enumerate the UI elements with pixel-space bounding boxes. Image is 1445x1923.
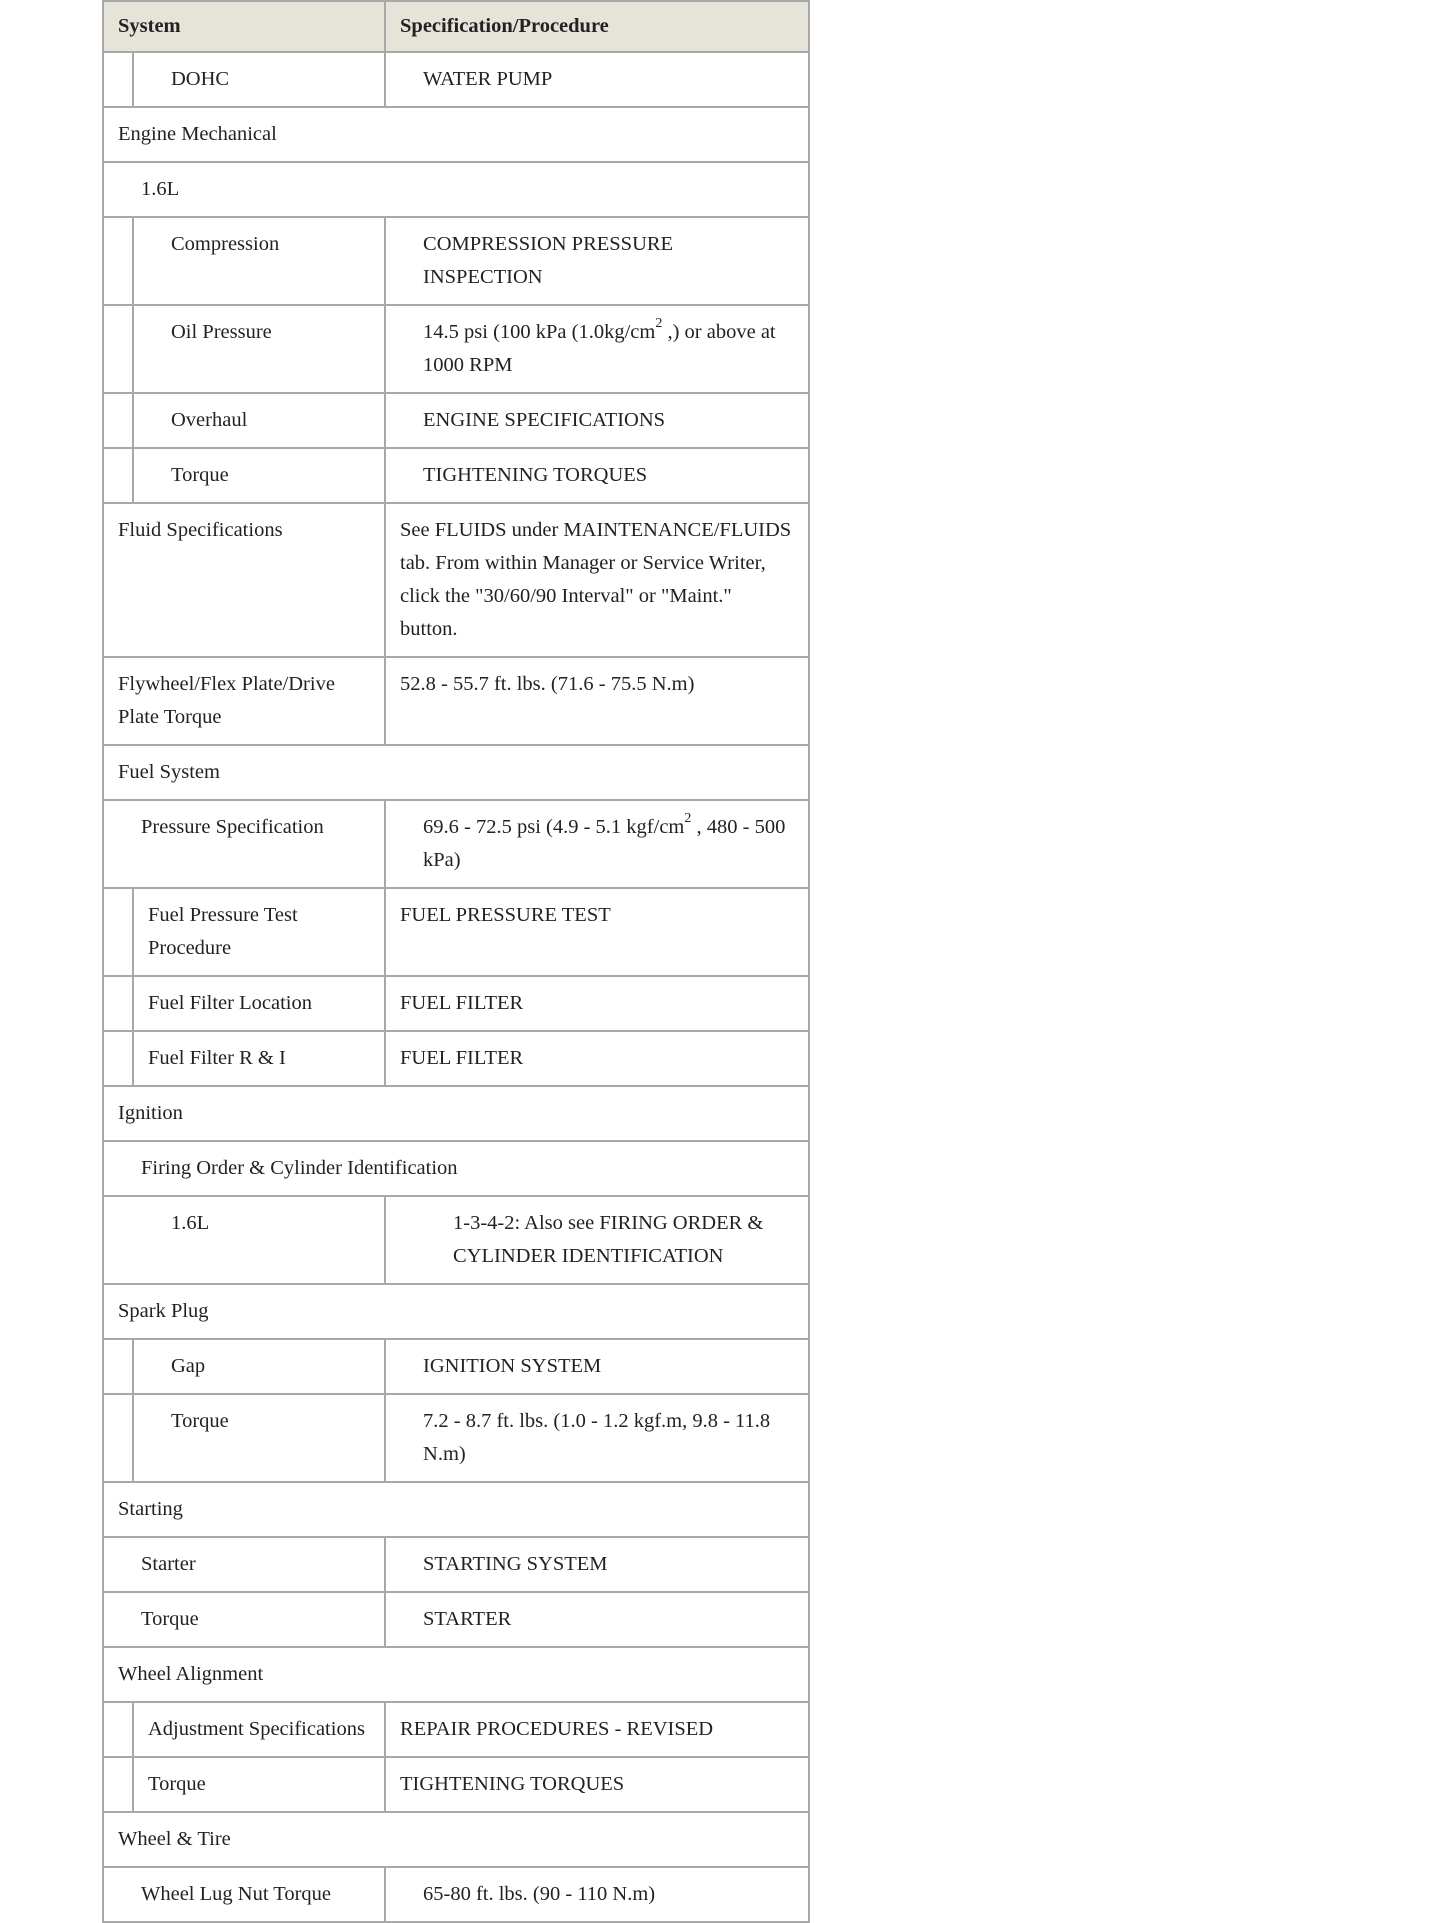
table-row <box>103 1196 809 1284</box>
section-heading: Fuel System <box>103 745 809 800</box>
header-row <box>103 1 809 52</box>
system-cell: Torque <box>133 448 385 503</box>
system-cell: Torque <box>103 1592 385 1647</box>
section-row <box>103 1812 809 1867</box>
system-cell: Flywheel/Flex Plate/Drive Plate Torque <box>103 657 385 745</box>
system-cell: Torque <box>133 1757 385 1812</box>
system-cell: Torque <box>133 1394 385 1482</box>
spec-cell: COMPRESSION PRESSURE INSPECTION <box>385 217 809 305</box>
section-heading: Wheel Alignment <box>103 1647 809 1702</box>
indent-cell <box>103 976 133 1031</box>
spec-cell <box>385 800 809 888</box>
system-cell: 1.6L <box>103 1196 385 1284</box>
table-row <box>103 305 809 393</box>
table-row <box>103 800 809 888</box>
table-row <box>103 1031 809 1086</box>
system-cell: Starter <box>103 1537 385 1592</box>
system-cell: Wheel Lug Nut Torque <box>103 1867 385 1922</box>
system-cell: Overhaul <box>133 393 385 448</box>
column-header-spec: Specification/Procedure <box>385 1 809 52</box>
column-header-system: System <box>103 1 385 52</box>
table-row <box>103 1757 809 1812</box>
spec-cell: 52.8 - 55.7 ft. lbs. (71.6 - 75.5 N.m) <box>385 657 809 745</box>
spec-text: , 480 - 500 kPa) <box>423 816 786 871</box>
section-row <box>103 1647 809 1702</box>
system-cell: DOHC <box>133 52 385 107</box>
spec-cell: 7.2 - 8.7 ft. lbs. (1.0 - 1.2 kgf.m, 9.8 - 11.8 N.m) <box>385 1394 809 1482</box>
subsection-heading: Firing Order & Cylinder Identification <box>103 1141 809 1196</box>
spec-cell: TIGHTENING TORQUES <box>385 448 809 503</box>
section-heading: Ignition <box>103 1086 809 1141</box>
spec-cell: See FLUIDS under MAINTENANCE/FLUIDS tab. From within Manager or Service Writer, click the "30/60/90 Interval" or "Maint." button. <box>385 503 809 657</box>
table-row <box>103 1394 809 1482</box>
indent-cell <box>103 888 133 976</box>
subsection-row <box>103 162 809 217</box>
table-row <box>103 1537 809 1592</box>
section-heading: Spark Plug <box>103 1284 809 1339</box>
indent-cell <box>103 305 133 393</box>
spec-cell: FUEL FILTER <box>385 1031 809 1086</box>
superscript: 2 <box>655 316 663 332</box>
table-row <box>103 888 809 976</box>
table-row <box>103 393 809 448</box>
system-cell: Fuel Filter R & I <box>133 1031 385 1086</box>
system-cell: Fuel Pressure Test Procedure <box>133 888 385 976</box>
spec-cell: 1-3-4-2: Also see FIRING ORDER & CYLINDER IDENTIFICATION <box>385 1196 809 1284</box>
section-row <box>103 745 809 800</box>
table-row <box>103 1702 809 1757</box>
system-cell: Gap <box>133 1339 385 1394</box>
section-heading: Starting <box>103 1482 809 1537</box>
subsection-row <box>103 1141 809 1196</box>
spec-cell: TIGHTENING TORQUES <box>385 1757 809 1812</box>
system-cell: Compression <box>133 217 385 305</box>
spec-text: 69.6 - 72.5 psi (4.9 - 5.1 kgf/cm <box>423 816 685 838</box>
spec-cell: 65-80 ft. lbs. (90 - 110 N.m) <box>385 1867 809 1922</box>
table-row <box>103 448 809 503</box>
spec-cell: REPAIR PROCEDURES - REVISED <box>385 1702 809 1757</box>
section-row <box>103 1086 809 1141</box>
table-row <box>103 976 809 1031</box>
spec-cell: STARTER <box>385 1592 809 1647</box>
table-row <box>103 1339 809 1394</box>
section-heading: Wheel & Tire <box>103 1812 809 1867</box>
section-row <box>103 1284 809 1339</box>
subsection-heading: 1.6L <box>103 162 809 217</box>
spec-cell: IGNITION SYSTEM <box>385 1339 809 1394</box>
table-row <box>103 657 809 745</box>
system-cell: Fluid Specifications <box>103 503 385 657</box>
indent-cell <box>103 393 133 448</box>
indent-cell <box>103 448 133 503</box>
table-row <box>103 1867 809 1922</box>
system-cell: Adjustment Specifications <box>133 1702 385 1757</box>
indent-cell <box>103 1394 133 1482</box>
table-row <box>103 52 809 107</box>
indent-cell <box>103 1031 133 1086</box>
spec-cell <box>385 305 809 393</box>
section-heading: Engine Mechanical <box>103 107 809 162</box>
indent-cell <box>103 217 133 305</box>
system-cell: Oil Pressure <box>133 305 385 393</box>
spec-text: ,) or above at 1000 RPM <box>423 321 776 376</box>
specifications-table <box>102 0 810 1923</box>
spec-cell: STARTING SYSTEM <box>385 1537 809 1592</box>
section-row <box>103 1482 809 1537</box>
indent-cell <box>103 1702 133 1757</box>
indent-cell <box>103 52 133 107</box>
spec-text: 14.5 psi (100 kPa (1.0kg/cm <box>423 321 656 343</box>
table-row <box>103 1592 809 1647</box>
table-row <box>103 217 809 305</box>
section-row <box>103 107 809 162</box>
system-cell: Pressure Specification <box>103 800 385 888</box>
indent-cell <box>103 1339 133 1394</box>
indent-cell <box>103 1757 133 1812</box>
spec-cell: WATER PUMP <box>385 52 809 107</box>
table-row <box>103 503 809 657</box>
superscript: 2 <box>684 811 692 827</box>
spec-cell: FUEL PRESSURE TEST <box>385 888 809 976</box>
spec-cell: FUEL FILTER <box>385 976 809 1031</box>
spec-cell: ENGINE SPECIFICATIONS <box>385 393 809 448</box>
system-cell: Fuel Filter Location <box>133 976 385 1031</box>
